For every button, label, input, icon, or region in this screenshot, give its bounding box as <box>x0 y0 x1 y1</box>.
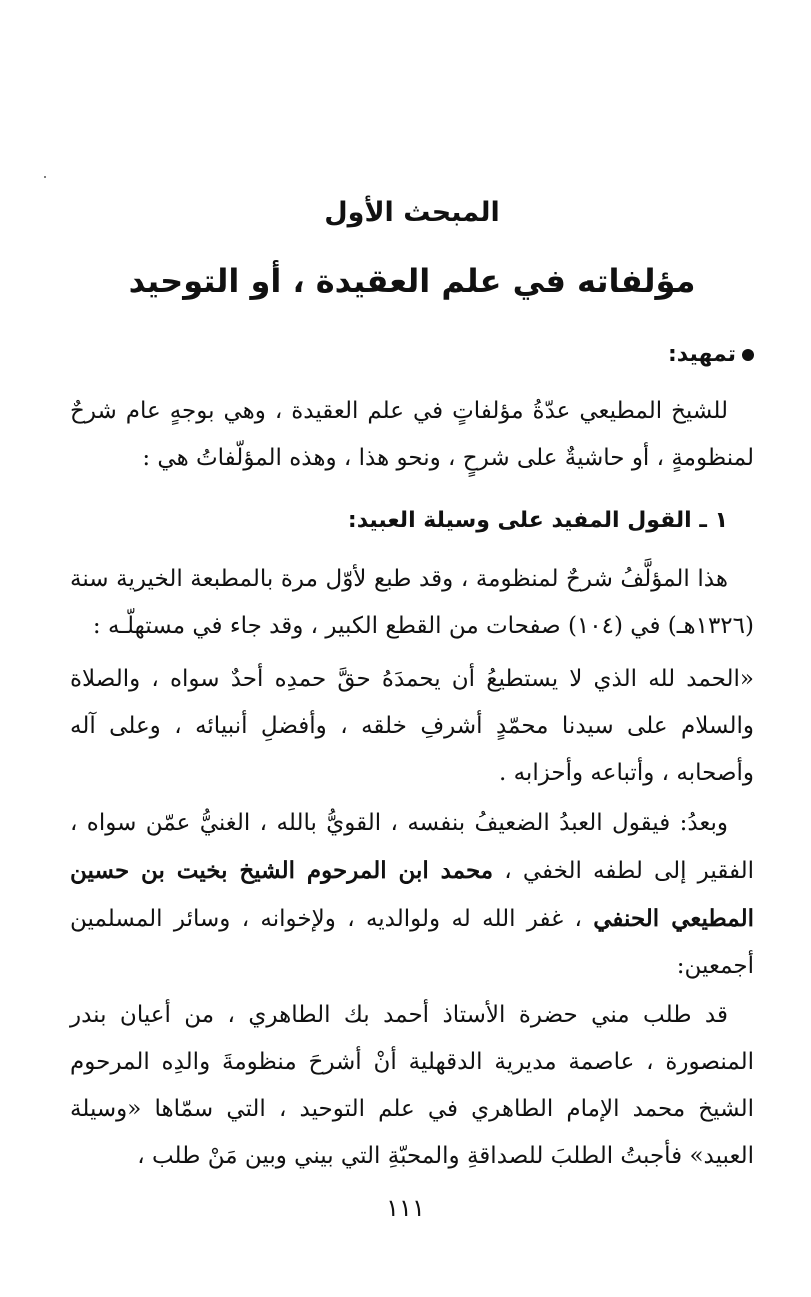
quote-paragraph-text: «الحمد لله الذي لا يستطيعُ أن يحمدَهُ حقَّ حمدِه أحدٌ سواه ، والصلاة والسلام على سيدنا محمّدٍ أشرفِ خلقه ، وأفضلِ أنبيائه ، وعلى آله وأصحابه ، وأتباعه وأحزابه . <box>70 666 754 786</box>
item-paragraph-text: هذا المؤلَّفُ شرحٌ لمنظومة ، وقد طبع لأوّل مرة بالمطبعة الخيرية سنة (١٣٢٦هـ) في (١٠٤) صفحات من القطع الكبير ، وقد جاء في مستهلّـه : <box>70 566 754 639</box>
after-paragraph-part1: وبعدُ: فيقول العبدُ الضعيفُ بنفسه ، القويُّ بالله ، الغنيُّ عمّن سواه ، الفقير إلى لطفه الخفي ، <box>70 810 754 884</box>
intro-paragraph <box>70 388 754 482</box>
chapter-title: مؤلفاته في علم العقيدة ، أو التوحيد <box>128 262 696 300</box>
item-paragraph <box>70 556 754 650</box>
author-name: محمد ابن المرحوم الشيخ بخيت بن حسين المطيعي الحنفي <box>70 857 754 932</box>
request-paragraph-text: قد طلب مني حضرة الأستاذ أحمد بك الطاهري ، من أعيان بندر المنصورة ، عاصمة مديرية الدقهلية أنْ أشرحَ منظومةَ والدِه المرحوم الشيخ محمد الإمام الطاهري في علم التوحيد ، التي سمّاها «وسيلة العبيد» فأجبتُ الطلبَ للصداقةِ والمحبّةِ التي بيني وبين مَنْ طلب ، <box>70 1002 754 1169</box>
page-number: ١١١ <box>386 1194 425 1222</box>
quote-paragraph <box>70 656 754 797</box>
intro-heading-text: تمهيد: <box>667 342 736 367</box>
item-heading-text: ١ ـ القول المفيد على وسيلة العبيد: <box>347 508 728 533</box>
request-paragraph <box>70 992 754 1180</box>
section-label: المبحث الأول <box>324 197 500 228</box>
after-paragraph-part2: ، غفر الله له ولوالديه ، ولإخوانه ، وسائر المسلمين أجمعين: <box>70 906 754 979</box>
after-paragraph <box>70 800 754 990</box>
intro-paragraph-text: للشيخ المطيعي عدّةُ مؤلفاتٍ في علم العقيدة ، وهي بوجهٍ عام شرحٌ لمنظومةٍ ، أو حاشيةٌ على شرحٍ ، ونحو هذا ، وهذه المؤلّفاتُ هي : <box>70 398 754 471</box>
item-heading <box>70 508 754 533</box>
bullet-icon <box>742 349 754 361</box>
intro-heading <box>70 342 754 367</box>
scan-speck <box>44 176 46 178</box>
